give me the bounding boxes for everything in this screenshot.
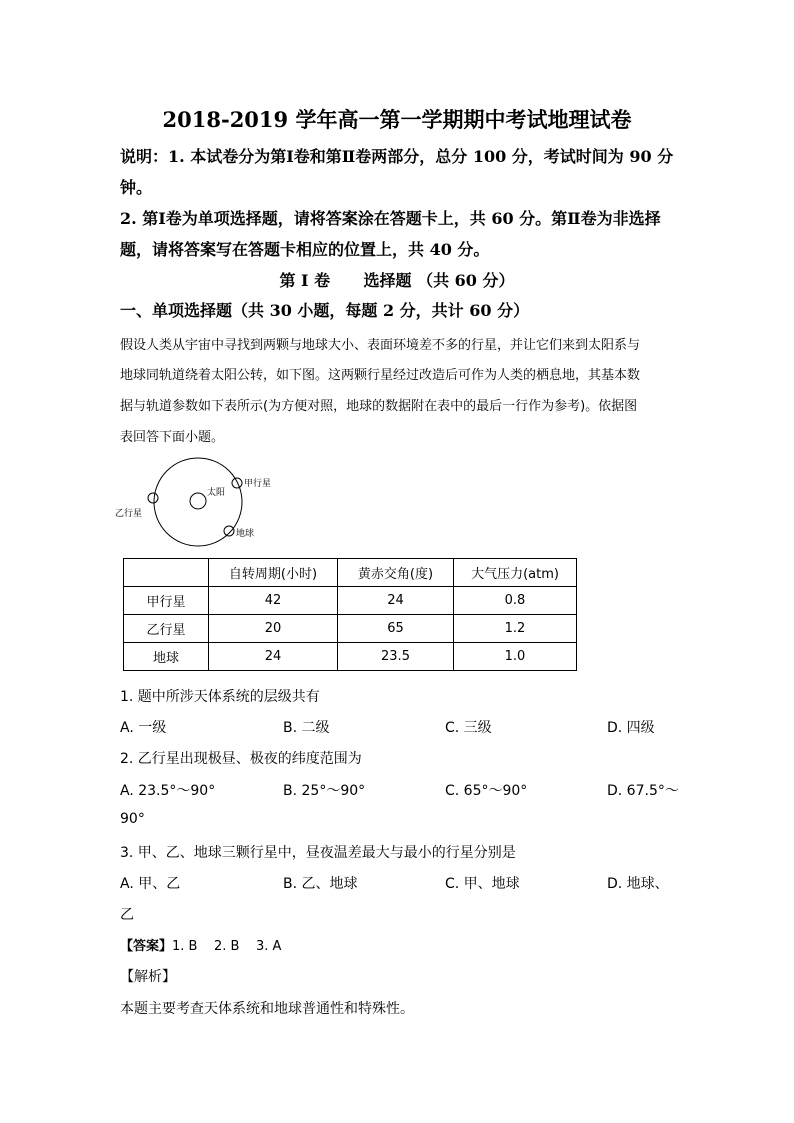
question-3-option-a: A. 甲、乙 [120, 876, 181, 892]
earth-label: 地球 [236, 529, 255, 539]
table-header-row [124, 559, 577, 587]
page-title: 2018-2019 学年高一第一学期期中考试地理试卷 [162, 107, 632, 132]
analysis-text: 本题主要考查天体系统和地球普通性和特殊性。 [120, 1001, 414, 1017]
intro-line-1: 假设人类从宇宙中寻找到两颗与地球大小、表面环境差不多的行星，并让它们来到太阳系与 [120, 338, 641, 353]
question-3-option-c: C. 甲、地球 [445, 876, 520, 892]
answer-text: 1. B 2. B 3. A [172, 939, 282, 954]
table-cell: 0.8 [454, 587, 577, 615]
planet-b-icon [148, 493, 158, 503]
intro-line-2: 地球同轨道绕着太阳公转，如下图。这两颗行星经过改造后可作为人类的栖息地，其基本数 [120, 368, 641, 383]
question-3-option-d: D. 地球、 [607, 876, 669, 892]
instructions-line-2-cont: 题，请将答案写在答题卡相应的位置上，共 40 分。 [120, 240, 490, 259]
question-1-option-a: A. 一级 [120, 720, 167, 736]
table-cell: 地球 [124, 643, 209, 671]
question-2-option-c: C. 65°～90° [445, 783, 528, 799]
question-2-option-a: A. 23.5°～90° [120, 783, 216, 799]
table-cell: 1.2 [454, 615, 577, 643]
planet-b-label: 乙行星 [115, 509, 143, 519]
sun-icon [190, 493, 206, 509]
sun-label: 太阳 [207, 488, 226, 498]
orbit-circle [154, 458, 242, 546]
table-row [124, 615, 577, 643]
planet-data-table [123, 558, 577, 671]
table-row [124, 643, 577, 671]
answer-label: 【答案】 [120, 939, 173, 954]
question-1-option-b: B. 二级 [283, 720, 330, 736]
question-1-option-c: C. 三级 [445, 720, 492, 736]
table-header-cell: 自转周期(小时) [209, 559, 338, 587]
table-cell: 24 [209, 643, 338, 671]
question-2-option-b: B. 25°～90° [283, 783, 366, 799]
table-cell: 24 [338, 587, 454, 615]
question-1-option-d: D. 四级 [607, 720, 655, 736]
question-3-stem: 3. 甲、乙、地球三颗行星中，昼夜温差最大与最小的行星分别是 [120, 845, 516, 861]
question-3-option-d-wrap: 乙 [120, 907, 134, 923]
question-2-stem: 2. 乙行星出现极昼、极夜的纬度范围为 [120, 751, 362, 767]
section-heading: 一、单项选择题（共 30 小题，每题 2 分，共计 60 分） [120, 301, 530, 320]
instructions-line-1: 说明：1. 本试卷分为第Ⅰ卷和第Ⅱ卷两部分，总分 100 分，考试时间为 90 分 [120, 147, 674, 166]
planet-a-label: 甲行星 [244, 479, 272, 489]
intro-line-4: 表回答下面小题。 [120, 430, 225, 445]
analysis-label: 【解析】 [120, 969, 176, 985]
table-cell: 42 [209, 587, 338, 615]
earth-icon [224, 526, 234, 536]
table-cell: 1.0 [454, 643, 577, 671]
table-header-cell [124, 559, 209, 587]
table-cell: 甲行星 [124, 587, 209, 615]
question-2-option-d: D. 67.5°～ [607, 783, 679, 799]
instructions-line-1-cont: 钟。 [120, 178, 153, 197]
instructions-line-2: 2. 第Ⅰ卷为单项选择题，请将答案涂在答题卡上，共 60 分。第Ⅱ卷为非选择 [120, 209, 661, 228]
table-cell: 23.5 [338, 643, 454, 671]
part-heading: 第 Ⅰ 卷 选择题 （共 60 分） [279, 271, 515, 290]
table-header-cell: 黄赤交角(度) [338, 559, 454, 587]
table-cell: 乙行星 [124, 615, 209, 643]
answer-line [120, 935, 281, 954]
question-3-option-b: B. 乙、地球 [283, 876, 358, 892]
table-header-cell: 大气压力(atm) [454, 559, 577, 587]
question-1-stem: 1. 题中所涉天体系统的层级共有 [120, 689, 320, 705]
table-cell: 20 [209, 615, 338, 643]
table-cell: 65 [338, 615, 454, 643]
planet-a-icon [232, 478, 242, 488]
intro-line-3: 据与轨道参数如下表所示(为方便对照，地球的数据附在表中的最后一行作为参考)。依据图 [120, 399, 638, 414]
orbit-diagram [110, 452, 290, 562]
table-row [124, 587, 577, 615]
question-2-option-d-wrap: 90° [120, 811, 145, 827]
